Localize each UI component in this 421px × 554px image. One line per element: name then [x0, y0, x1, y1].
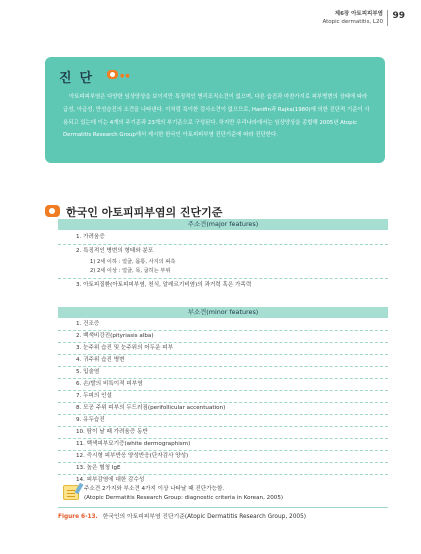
footnote — [84, 485, 283, 503]
divider — [58, 278, 388, 279]
divider — [58, 244, 388, 245]
divider — [58, 402, 388, 403]
minor-item: 6. 손/발의 비특이적 피부염 — [76, 381, 143, 387]
dots-icon: ●● — [120, 73, 131, 79]
minor-item: 13. 높은 혈청 IgE — [76, 465, 121, 471]
minor-item: 9. 유두습진 — [76, 417, 105, 423]
major-features-header: 주소견(major features) — [58, 219, 388, 230]
major-item: 3. 아토피질환(아토피피부염, 천식, 알레르기비염)의 과거력 혹은 가족력 — [76, 282, 252, 288]
footnote-source: (Atopic Dermatitis Research Group: diagnostic criteria in Korean, 2005) — [84, 495, 284, 501]
major-subitem: 2) 2세 이상 : 얼굴, 목, 굽히는 부위 — [90, 268, 171, 274]
minor-item: 1. 건조증 — [76, 321, 100, 327]
minor-item: 14. 피부감염에 대한 감수성 — [76, 477, 145, 483]
figure-label: Figure 6-13. — [58, 514, 98, 520]
memo-icon — [63, 485, 79, 500]
divider — [58, 414, 388, 415]
minor-item: 12. 즉시형 피부반응 양성반응(단자검사 양성) — [76, 453, 189, 459]
major-item: 2. 특징적인 병변의 형태와 분포 — [76, 248, 154, 254]
chapter-subtitle: Atopic dermatitis, L20 — [322, 19, 383, 25]
minor-item: 3. 눈주위 습진 및 눈주위의 어두운 피부 — [76, 345, 174, 351]
divider — [58, 474, 388, 475]
major-item: 1. 가려움증 — [76, 234, 105, 240]
divider — [58, 366, 388, 367]
minor-item: 8. 모공 주위 피부의 두드러짐(perifollicular accentuation) — [76, 405, 226, 411]
footnote-line: 주소견 2가지와 부소견 4가지 이상 나타날 때 진단가능함. — [84, 486, 225, 492]
header-divider — [387, 10, 388, 26]
minor-item: 7. 두피의 인설 — [76, 393, 112, 399]
minor-item: 4. 귀주위 습진 병변 — [76, 357, 125, 363]
running-header — [322, 10, 383, 26]
divider — [58, 390, 388, 391]
diagnosis-box — [45, 57, 385, 163]
divider — [58, 462, 388, 463]
section-bullet-icon — [45, 205, 60, 217]
divider — [58, 378, 388, 379]
chapter-title: 제6장 아토피피부염 — [334, 11, 383, 17]
minor-item: 2. 백색비강진(pityriasis alba) — [76, 333, 154, 339]
minor-features-header: 부소견(minor features) — [58, 307, 388, 318]
divider — [58, 426, 388, 427]
divider — [58, 450, 388, 451]
figure-caption-text: 한국인의 아토피피부염 진단기준(Atopic Dermatitis Research Group, 2005) — [102, 514, 307, 520]
divider — [58, 354, 388, 355]
section-title: 한국인 아토피피부염의 진단기준 — [66, 206, 223, 219]
orange-bullet-icon — [107, 70, 118, 79]
divider — [58, 438, 388, 439]
page-number: 99 — [392, 11, 405, 21]
divider — [58, 342, 388, 343]
diagnosis-title: 진단 — [59, 71, 101, 86]
minor-item: 5. 입술염 — [76, 369, 100, 375]
diagnosis-body: 아토피피부염은 다양한 임상양상을 보이지만 특징적인 병리조직소견이 없으며, 다른 습진과 마찬가지로 피부병변의 상태에 따라 급성, 아급성, 만성습진의 소견을 나타낸다. 이처럼 특이한 검사소견이 없으므로, Hanifin과 Rajka(1980)에 의한 진단적 기준이 사용되고 있는데 이는 4개의 주기준과 23개의 부기준으로 구성된다. 하지만 우리나라에서는 임상양상을 종합해 2005년 Atopic Dermatitis Research Group에서 제시한 한국인 아토피피부염 진단기준에 따라 진단한다. — [63, 94, 370, 139]
divider — [58, 330, 388, 331]
minor-item: 11. 백색피부묘기증(white dermographism) — [76, 441, 191, 447]
minor-item: 10. 땀이 날 때 가려움증 동반 — [76, 429, 148, 435]
footnote-rule — [58, 507, 388, 508]
major-subitem: 1) 2세 이하 : 얼굴, 몸통, 사지의 펴측 — [90, 259, 176, 265]
figure-caption — [58, 511, 306, 520]
